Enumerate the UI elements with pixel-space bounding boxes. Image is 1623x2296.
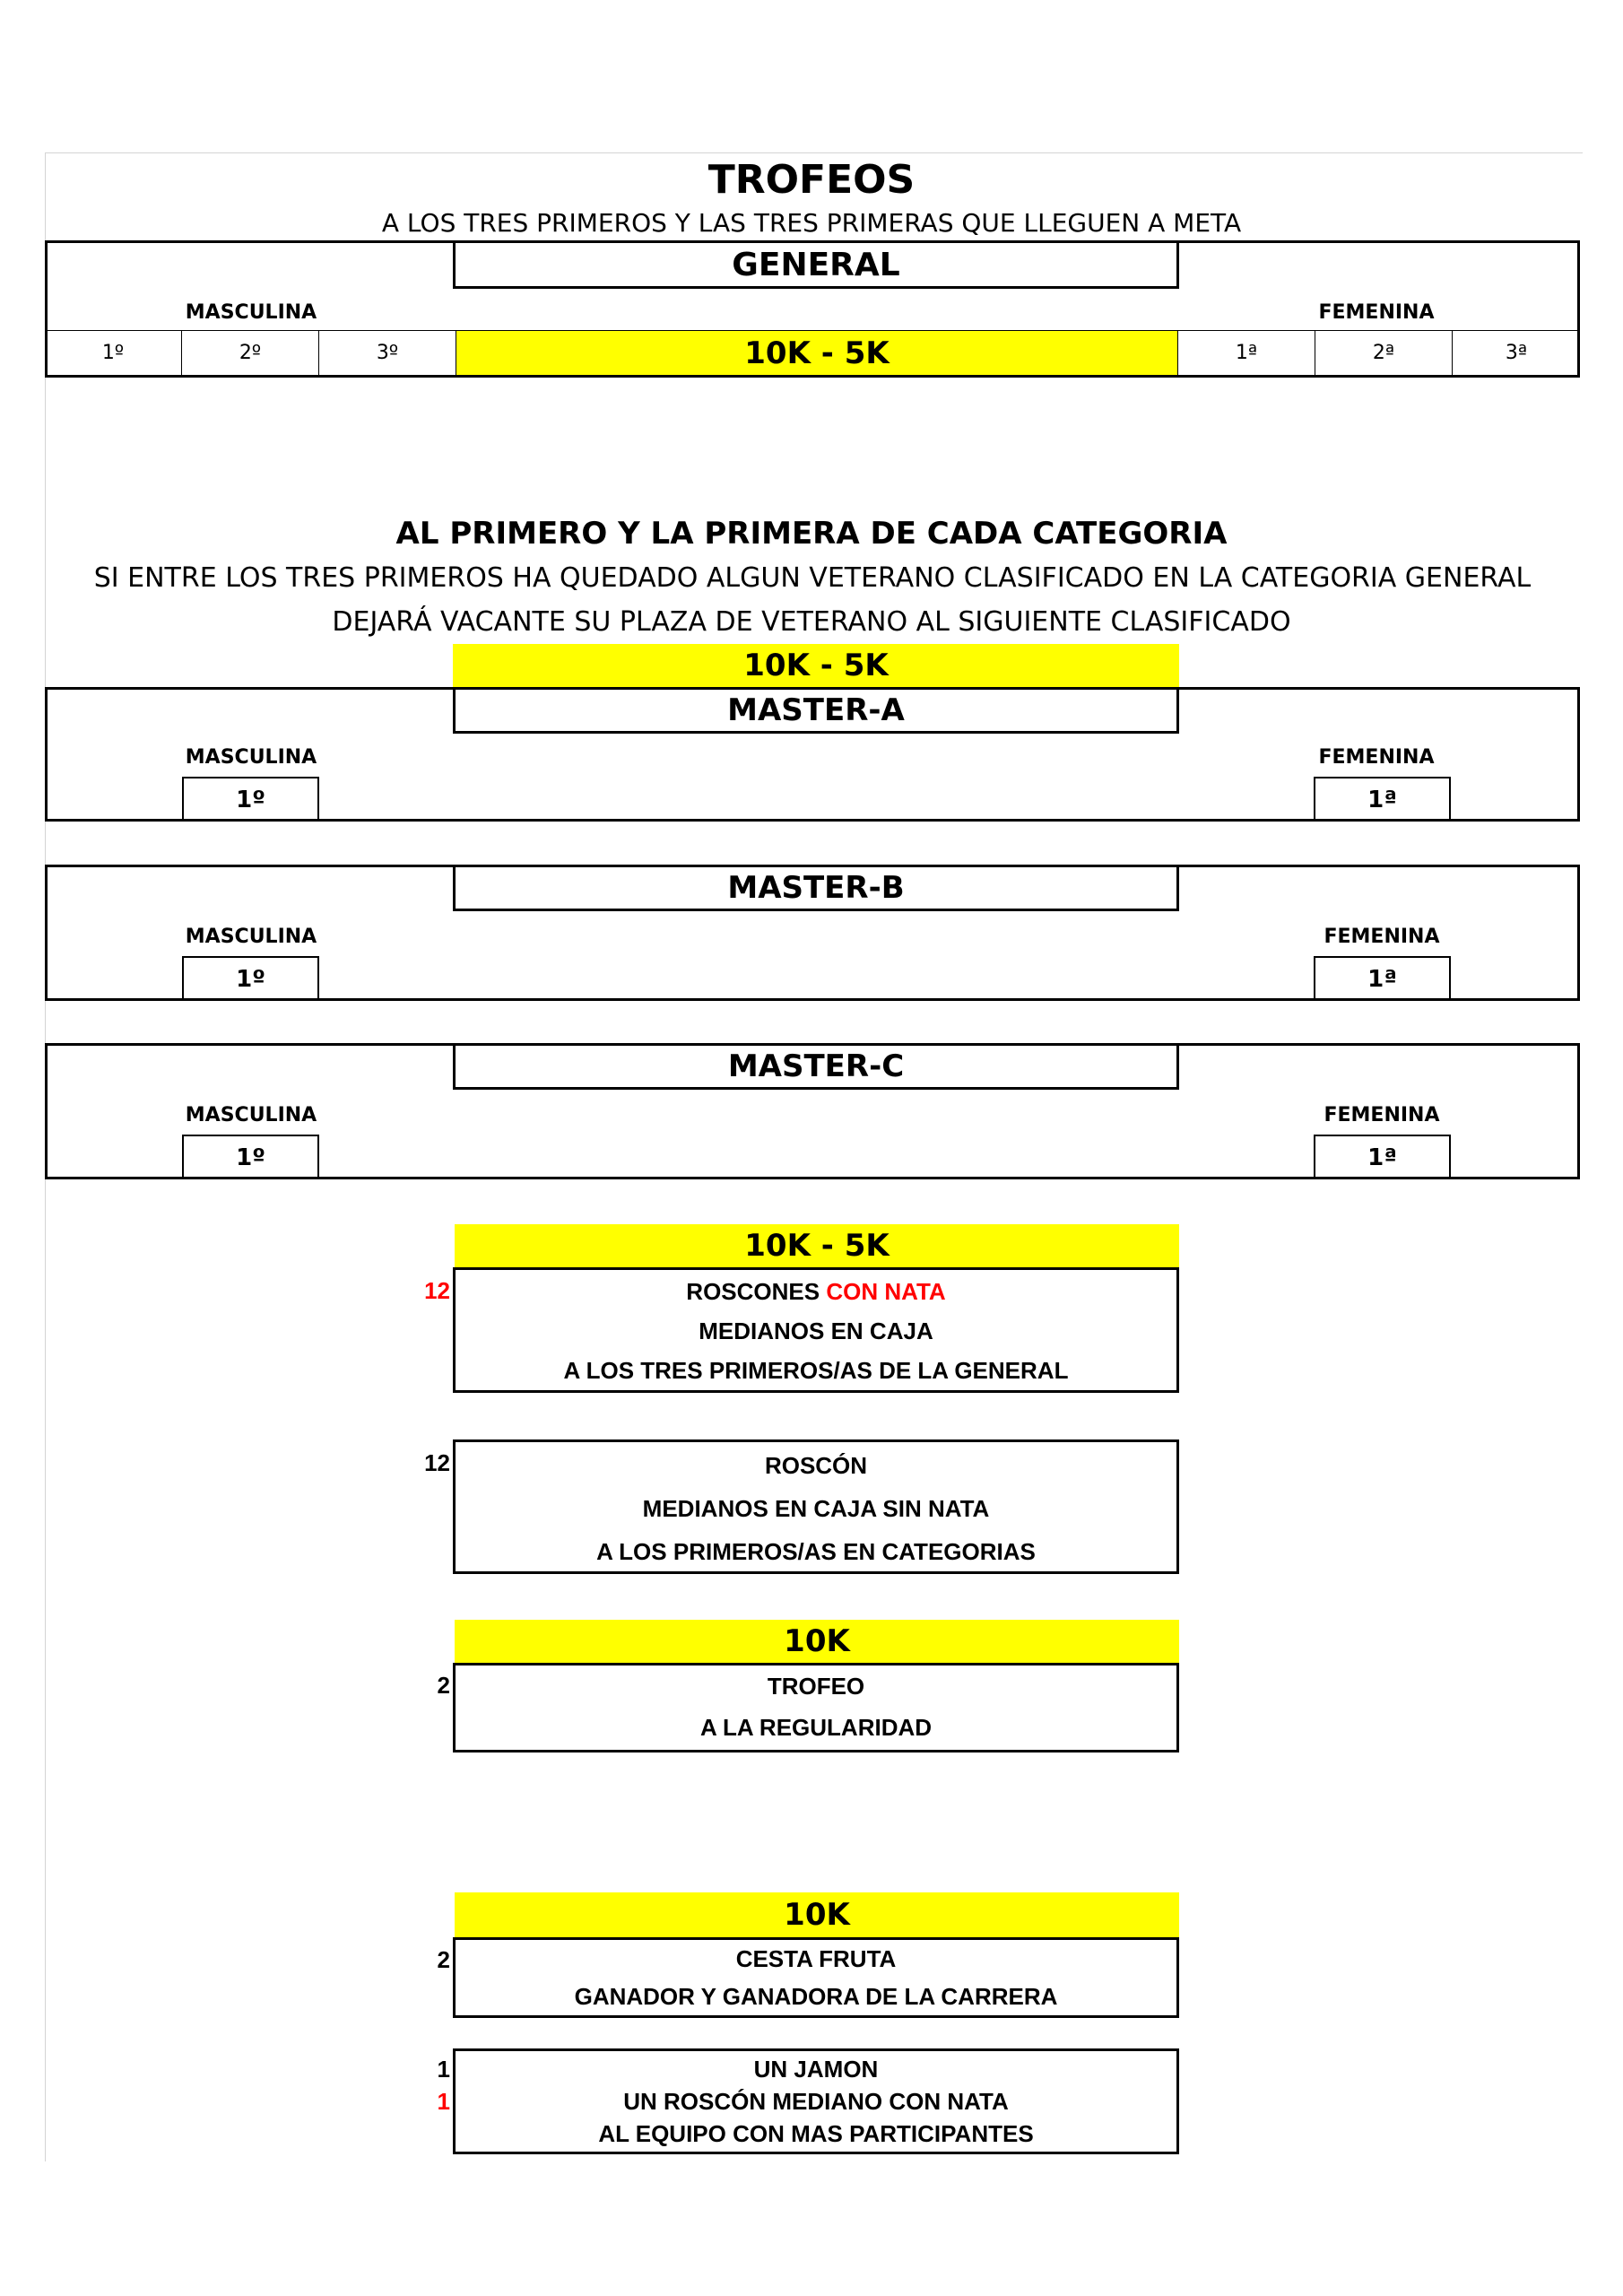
general-female-place-1: 1ª <box>1178 331 1315 375</box>
categories-note-line1: SI ENTRE LOS TRES PRIMEROS HA QUEDADO ALGUN VETERANO CLASIFICADO EN LA CATEGORIA GENERAL <box>93 561 1532 594</box>
general-distance: 10K - 5K <box>456 331 1178 375</box>
prize2-line3: A LOS PRIMEROS/AS EN CATEGORIAS <box>596 1537 1036 1565</box>
prize4-line2: GANADOR Y GANADORA DE LA CARRERA <box>574 1982 1058 2010</box>
page-subtitle: A LOS TRES PRIMEROS Y LAS TRES PRIMERAS QUE LLEGUEN A META <box>381 207 1242 238</box>
categories-title: AL PRIMERO Y LA PRIMERA DE CADA CATEGORIA <box>395 516 1228 552</box>
prize1-distance: 10K - 5K <box>455 1224 1179 1267</box>
sheet-gridline-horizontal <box>45 152 1583 153</box>
master-b-female-place: 1ª <box>1314 956 1451 1001</box>
general-female-label: FEMENINA <box>1318 300 1435 324</box>
prize5-quantity-1: 1 <box>437 2056 450 2083</box>
general-male-label: MASCULINA <box>185 300 317 324</box>
prize1-line1-highlight: CON NATA <box>826 1277 946 1305</box>
master-b-male-label: MASCULINA <box>185 925 317 948</box>
master-c-title: MASTER-C <box>453 1043 1179 1090</box>
prize3-line2: A LA REGULARIDAD <box>699 1713 933 1741</box>
prize1-line2: MEDIANOS EN CAJA <box>699 1317 933 1344</box>
prize2-line2: MEDIANOS EN CAJA SIN NATA <box>642 1494 990 1522</box>
categories-distance: 10K - 5K <box>453 644 1179 687</box>
prize5-box <box>453 2048 1179 2154</box>
master-c-male-place: 1º <box>182 1135 319 1179</box>
master-c-female-label: FEMENINA <box>1324 1103 1440 1126</box>
master-c-male-label: MASCULINA <box>185 1103 317 1126</box>
master-b-male-place: 1º <box>182 956 319 1001</box>
general-male-place-3: 3º <box>319 331 456 375</box>
prize4-box <box>453 1937 1179 2018</box>
page-title: TROFEOS <box>707 156 916 203</box>
general-male-place-1: 1º <box>45 331 182 375</box>
prize1-line3: A LOS TRES PRIMEROS/AS DE LA GENERAL <box>563 1356 1069 1384</box>
prize1-quantity: 12 <box>424 1277 450 1304</box>
master-c-female-place: 1ª <box>1314 1135 1451 1179</box>
master-b-title: MASTER-B <box>453 865 1179 911</box>
general-male-place-2: 2º <box>182 331 319 375</box>
prize3-box <box>453 1663 1179 1752</box>
categories-note-line2: DEJARÁ VACANTE SU PLAZA DE VETERANO AL SIGUIENTE CLASIFICADO <box>332 605 1291 638</box>
prize2-quantity: 12 <box>424 1449 450 1476</box>
prize5-line3: AL EQUIPO CON MAS PARTICIPANTES <box>598 2119 1034 2147</box>
general-female-place-2: 2ª <box>1315 331 1453 375</box>
master-a-title: MASTER-A <box>453 687 1179 734</box>
general-places-row <box>45 330 1580 378</box>
prize5-line1: UN JAMON <box>753 2055 879 2083</box>
prize4-distance: 10K <box>455 1892 1179 1937</box>
prize3-quantity: 2 <box>437 1672 450 1699</box>
prize2-box <box>453 1439 1179 1574</box>
prize2-line1: ROSCÓN <box>764 1451 868 1479</box>
prize3-line1: TROFEO <box>767 1672 865 1700</box>
master-b-female-label: FEMENINA <box>1324 925 1440 948</box>
prize5-line2: UN ROSCÓN MEDIANO CON NATA <box>623 2087 1009 2115</box>
prize1-line1 <box>456 1272 1176 1311</box>
master-a-female-place: 1ª <box>1314 777 1451 822</box>
master-a-male-place: 1º <box>182 777 319 822</box>
master-a-male-label: MASCULINA <box>185 745 317 769</box>
master-a-female-label: FEMENINA <box>1318 745 1435 769</box>
general-female-place-3: 3ª <box>1505 342 1528 364</box>
general-title: GENERAL <box>453 240 1179 289</box>
prize1-box <box>453 1267 1179 1393</box>
prize5-quantity-2: 1 <box>437 2088 450 2115</box>
prize1-line1-text: ROSCONES <box>686 1277 827 1305</box>
prize3-distance: 10K <box>455 1620 1179 1663</box>
prize4-quantity: 2 <box>437 1946 450 1973</box>
prize4-line1: CESTA FRUTA <box>735 1944 897 1972</box>
